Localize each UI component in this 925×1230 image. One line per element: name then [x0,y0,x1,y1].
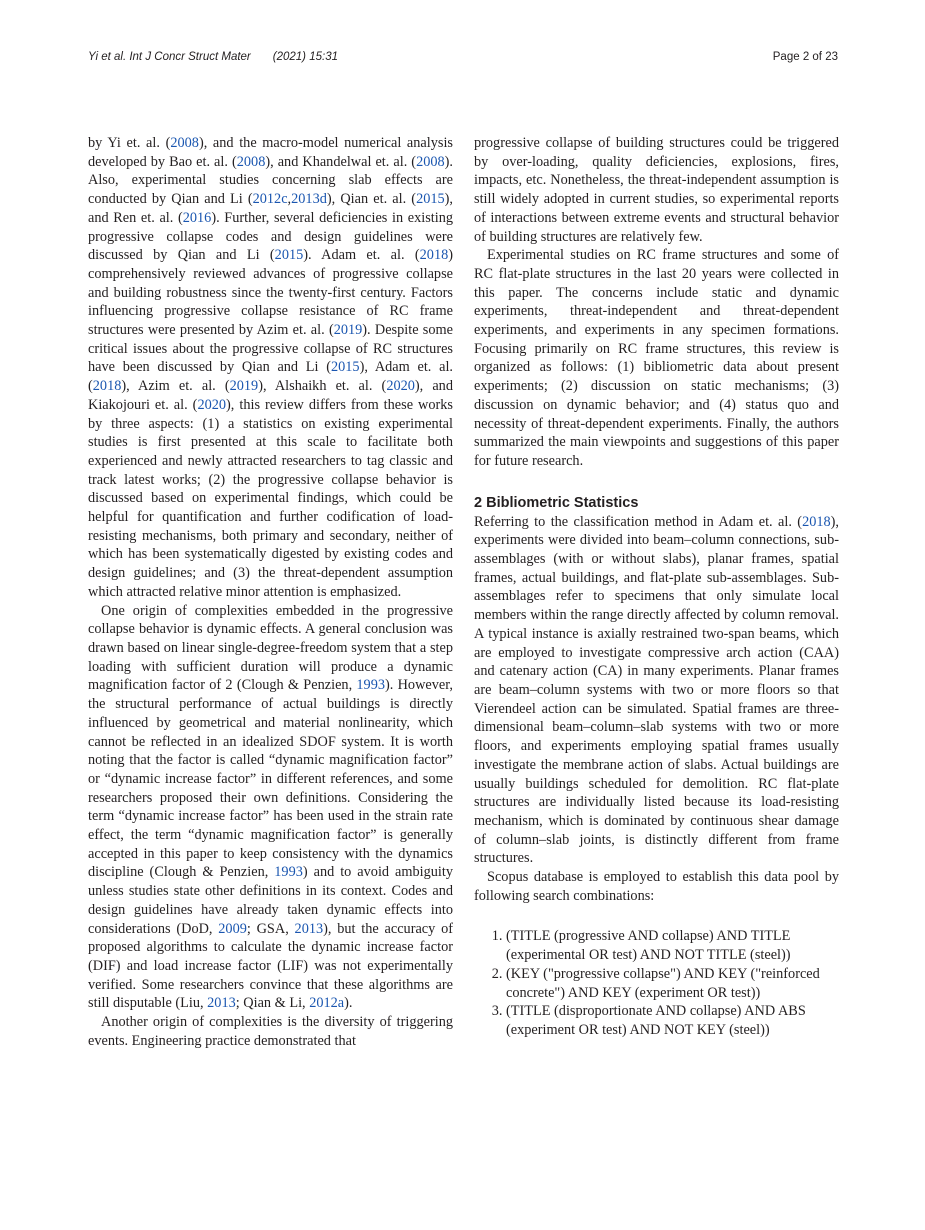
paragraph: Another origin of complexities is the diversity of triggering events. Engineering practice demonstrated that [88,1014,453,1049]
citation-link[interactable]: 2019 [229,378,259,395]
citation-link[interactable]: 2015 [416,191,445,208]
left-column [88,134,453,1050]
paragraph: One origin of complexities embedded in the progressive collapse behavior is dynamic effects. A general conclusion was drawn based on linear single-degree-freedom system that a step loading with sufficient duration will produce a dynamic magnification factor of 2 (Clough & Penzien, 1993). However, the structural performance of actual buildings is directly influenced by geometrical and material nonlinearity, which cannot be reflected in an idealized SDOF system. It is worth noting that the factor is called “dynamic magnification factor” or “dynamic increase factor” in different references, and some researchers proposed their own definitions. Considering the term “dynamic increase factor” has been used in the strain rate effect, the term “dynamic magnification factor” is generally accepted in this paper to keep consistency with the dynamics discipline (Clough & Penzien, 1993) and to avoid ambiguity unless studies state other definitions in its context. Codes and design guidelines have already taken dynamic effects into considerations (DoD, 2009; GSA, 2013), but the accuracy of proposed algorithms to calculate the dynamic increase factor (DIF) and load increase factor (LIF) was not experimentally verified. Some researchers convince that these algorithms are still disputable (Liu, 2013; Qian & Li, 2012a). [88,602,454,1012]
citation-link[interactable]: 2018 [92,378,122,395]
citation-link[interactable]: 2018 [802,513,831,530]
citation-link[interactable]: 1993 [356,677,385,694]
page-number: Page 2 of 23 [772,51,838,63]
citation-link[interactable]: 2009 [218,920,247,937]
citation-link[interactable]: 2015 [274,247,304,264]
citation-link[interactable]: 2013 [294,920,324,937]
list-item: 3. (TITLE (disproportionate AND collapse) AND ABS (experiment OR test) AND NOT KEY (steel)) [506,1002,839,1039]
citation-link[interactable]: 2008 [170,135,199,151]
citation-link[interactable]: 2020 [197,396,227,413]
right-column [474,134,839,1040]
running-header [88,49,838,69]
citation-link[interactable]: 2012c [252,191,288,208]
paragraph: Experimental studies on RC frame structures and some of RC flat-plate structures in the last 20 years were collected in this paper. The concerns include static and dynamic experiments, threat-independent and threat-dependent experiments, and experiments in any specimen formations. Focusing primarily on RC frame structures, this review is organized as follows: (1) bibliometric data about present experiments; (2) discussion on static mechanisms; (3) discussion on dynamic behavior; and (4) status quo and necessity of threat-dependent experiments. Finally, the authors summarized the main viewpoints and suggestions of this paper for future research. [474,247,839,469]
citation-link[interactable]: 1993 [274,864,303,881]
list-item: 2. (KEY ("progressive collapse") AND KEY ("reinforced concrete") AND KEY (experiment OR test)) [506,965,839,1002]
section-heading: 2 Bibliometric Statistics [474,494,639,511]
search-query-list [474,927,839,1039]
citation-link[interactable]: 2008 [236,153,266,170]
citation-link[interactable]: 2008 [416,153,445,170]
citation-link[interactable]: 2016 [182,209,212,226]
list-item: 1. (TITLE (progressive AND collapse) AND TITLE (experimental OR test) AND NOT TITLE (steel)) [506,927,839,964]
citation-link[interactable]: 2020 [386,378,415,395]
journal-citation: Yi et al. Int J Concr Struct Mater (2021) 15:31 [88,51,338,63]
citation-link[interactable]: 2013 [207,995,236,1012]
paragraph: by Yi et. al. (2008), and the macro-model numerical analysis developed by Bao et. al. (2008), and Khandelwal et. al. (2008). Also, experimental studies concerning slab effects are conducted by Qian and Li (2012c,2013d), Qian et. al. (2015), and Ren et. al. (2016). Further, several deficiencies in existing progressive collapse codes and design guidelines were discussed by Qian and Li (2015). Adam et. al. (2018) comprehensively reviewed advances of progressive collapse and building robustness since the twenty-first century. Factors influencing progressive collapse resistance of RC frame structures were presented by Azim et. al. (2019). Despite some critical issues about the progressive collapse of RC structures have been discussed by Qian and Li (2015), Adam et. al. (2018), Azim et. al. (2019), Alshaikh et. al. (2020), and Kiakojouri et. al. (2020), this review differs from these works by three aspects: (1) a statistics on existing experimental studies is first presented at this scale to facilitate both experienced and newly attracted researchers to tag classic and track latest works; (2) the progressive collapse behavior is discussed based on experimental findings, which could be helpful for quantification and further codification of load-resisting mechanisms, both primary and secondary, neither of which has been systematically digested by existing codes and design guidelines; and (3) the threat-dependent assumption which attracted relative minor attention is emphasized. [88,135,454,600]
paragraph: progressive collapse of building structures could be triggered by over-loading, quality deficiencies, explosions, fires, impacts, etc. Nonetheless, the threat-independent assumption is still widely adopted in current studies, so experimental reports of interactions between extreme events and structural behavior of building structures are relatively few. [474,135,839,245]
citation-link[interactable]: 2018 [419,247,449,264]
citation-link[interactable]: 2015 [330,359,360,376]
paragraph: Scopus database is employed to establish this data pool by following search combinations: [474,869,839,904]
paragraph: Referring to the classification method in Adam et. al. (2018), experiments were divided into beam–column connections, sub-assemblages (with or without slabs), planar frames, spatial frames, actual buildings, and flat-plate sub-assemblages. Sub-assemblages refer to specimens that only simulate local members within the range directly affected by column removal. A typical instance is axially restrained two-span beams, which are employed to investigate compressive arch action (CAA) and catenary action (CA) in many experiments. Planar frames are beam–column systems with two or more floors so that Vierendeel action can be simulated. Spatial frames are three-dimensional beam–column–slab systems with two or more floors, and experiments employing spatial frames usually investigate the membrane action of slabs. Actual buildings are usually buildings scheduled for demolition. RC flat-plate structures are individually listed because its load-resisting mechanism, which is dominated by continuous shear damage of column–slab joints, is distinctly different from frame structures. [474,513,839,867]
citation-link[interactable]: 2013d [291,191,327,208]
citation-link[interactable]: 2019 [333,322,363,339]
citation-link[interactable]: 2012a [309,995,345,1012]
